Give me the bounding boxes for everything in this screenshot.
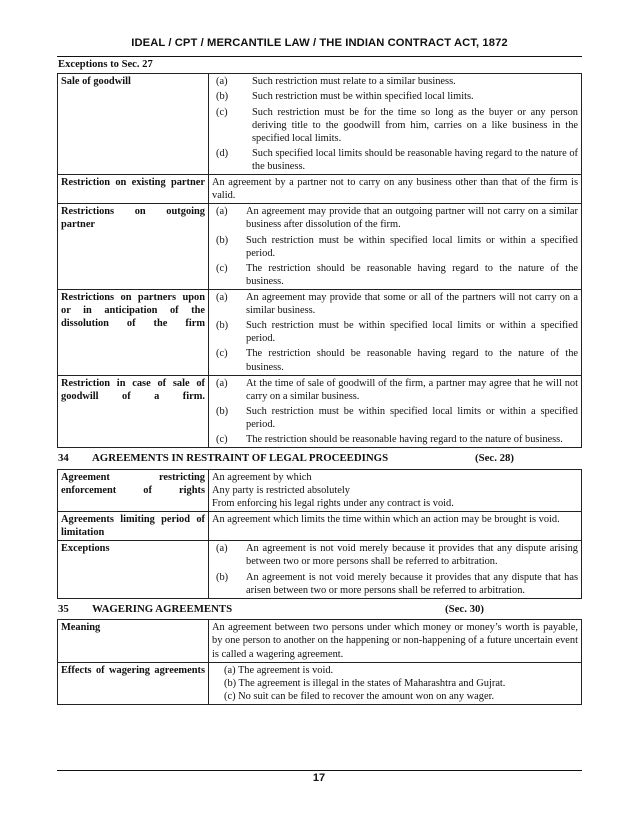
running-header: IDEAL / CPT / MERCANTILE LAW / THE INDIAN CONTRACT ACT, 1872 [131, 37, 508, 49]
row-text: An agreement between two persons under which money or money’s worth is payable, by one person to another on the happening or non-happening of a future uncertain event is called a wagering agreement. [212, 622, 578, 660]
list-item [212, 347, 578, 373]
item-text: Such restriction must relate to a similar business. [252, 76, 456, 88]
item-text: The restriction should be reasonable having regard to the nature of business. [246, 434, 563, 446]
row-content [209, 469, 582, 511]
item-marker: (d) [216, 147, 229, 159]
item-text: An agreement may provide that some or all of the partners will not carry on a similar business. [246, 291, 578, 317]
item-marker: (b) [216, 91, 229, 103]
list-item: (a) The agreement is void. [224, 664, 334, 676]
item-text: An agreement may provide that an outgoing partner will not carry on a similar business after dissolution of the firm. [246, 206, 578, 231]
row-content [209, 175, 582, 204]
list-item [212, 106, 578, 145]
section-35-heading [57, 599, 582, 620]
item-marker: (b) [216, 571, 229, 583]
list-item [212, 542, 578, 568]
section-reference: (Sec. 28) [475, 452, 514, 465]
table-row [58, 74, 582, 175]
exceptions-table [57, 73, 582, 448]
item-text: The restriction should be reasonable having regard to the nature of the business. [246, 348, 578, 373]
row-content [209, 375, 582, 448]
list-item [212, 75, 578, 88]
item-text: An agreement is not void merely because it provides that any dispute arising between two or more persons shall be referred to arbitration. [246, 543, 578, 568]
list-item [212, 90, 578, 103]
item-text: Such restriction must be for the time so long as the buyer or any person deriving title to the goodwill from him, carries on a like business in the specified local limits. [252, 106, 578, 144]
item-marker: (c) [216, 106, 228, 118]
item-marker: (a) [216, 206, 228, 218]
row-line: An agreement by which [212, 471, 312, 483]
row-label: Sale of goodwill [58, 74, 209, 175]
table-row [58, 375, 582, 448]
table-row [58, 662, 582, 704]
item-marker: (c) [216, 262, 228, 274]
section-35-table [57, 619, 582, 705]
row-label: Effects of wagering agreements [58, 662, 209, 704]
row-content [209, 74, 582, 175]
item-marker: (c) [216, 434, 228, 446]
item-text: An agreement is not void merely because it provides that any dispute that has arisen between two or more persons shall be referred to arbitration. [246, 571, 578, 596]
table-row [58, 512, 582, 541]
footer-rule [57, 770, 582, 771]
table-row [58, 469, 582, 511]
row-content [209, 289, 582, 375]
section-reference: (Sec. 30) [445, 602, 484, 615]
section-title: AGREEMENTS IN RESTRAINT OF LEGAL PROCEEDINGS [92, 452, 389, 465]
item-text: The restriction should be reasonable having regard to the nature of the business. [246, 262, 578, 287]
row-line: Any party is restricted absolutely [212, 484, 350, 496]
table-row [58, 289, 582, 375]
row-content [209, 204, 582, 290]
section-title: WAGERING AGREEMENTS [92, 602, 233, 615]
item-marker: (b) [216, 320, 229, 332]
exceptions-caption: Exceptions to Sec. 27 [58, 59, 153, 70]
list-item [212, 433, 578, 446]
item-marker: (a) [216, 76, 228, 88]
table-row [58, 175, 582, 204]
section-number: 35 [58, 602, 69, 615]
list-item [212, 377, 578, 403]
list-item [212, 205, 578, 231]
item-text: Such restriction must be within specified local limits or within a specified period. [246, 405, 578, 430]
item-marker: (a) [216, 291, 228, 303]
row-text: An agreement which limits the time within which an action may be brought is void. [212, 514, 560, 526]
item-text: Such restriction must be within specified local limits. [252, 91, 474, 103]
table-row [58, 620, 582, 662]
list-item [212, 262, 578, 288]
item-text: Such restriction must be within specified local limits or within a specified period. [246, 234, 578, 259]
row-label: Restriction on existing partner [58, 175, 209, 204]
item-marker: (a) [216, 543, 228, 555]
section-number: 34 [58, 452, 69, 465]
list-item [212, 147, 578, 173]
row-text: An agreement by a partner not to carry on any business other than that of the firm is valid. [212, 177, 578, 202]
row-content [209, 541, 582, 598]
row-line: From enforcing his legal rights under any contract is void. [212, 498, 454, 509]
page-content [57, 57, 582, 705]
list-item: (c) No suit can be filed to recover the amount won on any wager. [224, 690, 495, 702]
row-label: Meaning [58, 620, 209, 662]
row-content [209, 662, 582, 704]
list-item [212, 319, 578, 345]
item-text: Such specified local limits should be reasonable having regard to the nature of the business. [252, 147, 578, 172]
list-item: (b) The agreement is illegal in the states of Maharashtra and Gujrat. [224, 677, 506, 689]
row-label: Restrictions on outgoing partner [58, 204, 209, 290]
page-number: 17 [312, 772, 326, 784]
list-item [212, 405, 578, 431]
row-content [209, 512, 582, 541]
row-content [209, 620, 582, 662]
list-item [212, 291, 578, 317]
row-label: Agreements limiting period of limitation [58, 512, 209, 541]
item-marker: (b) [216, 234, 229, 246]
item-marker: (b) [216, 405, 229, 417]
row-label: Restriction in case of sale of goodwill of a firm. [58, 375, 209, 448]
section-34-table [57, 469, 582, 599]
section-34-heading [57, 448, 582, 469]
row-label: Exceptions [58, 541, 209, 598]
item-text: At the time of sale of goodwill of the firm, a partner may agree that he will not carry on a similar business. [246, 377, 578, 402]
row-label: Restrictions on partners upon or in anticipation of the dissolution of the firm [58, 289, 209, 375]
item-marker: (c) [216, 348, 228, 360]
item-marker: (a) [216, 377, 228, 389]
list-item [212, 571, 578, 597]
item-text: Such restriction must be within specified local limits or within a specified period. [246, 320, 578, 345]
table-row [58, 541, 582, 598]
row-label: Agreement restricting enforcement of rights [58, 469, 209, 511]
table-row [58, 204, 582, 290]
list-item [212, 234, 578, 260]
